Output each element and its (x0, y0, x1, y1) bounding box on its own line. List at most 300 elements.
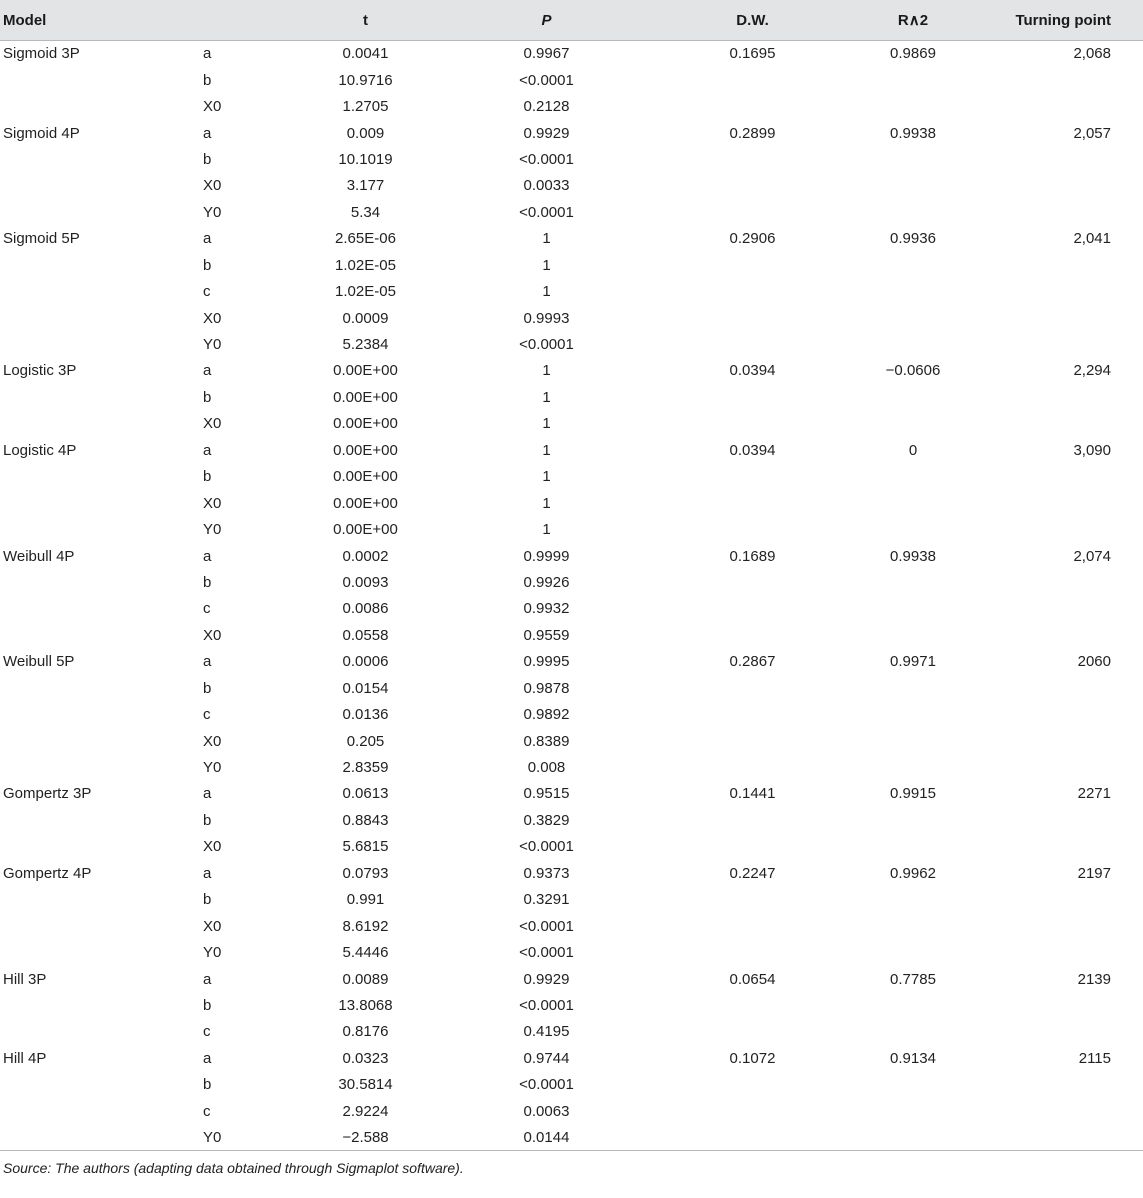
r2-cell (833, 1098, 993, 1124)
p-cell: 0.9967 (523, 45, 570, 63)
table-row (0, 781, 1143, 807)
dw-cell (672, 569, 833, 595)
model-cell (0, 622, 200, 648)
dw-cell: 0.0654 (729, 970, 776, 988)
parameter-cell: X0 (203, 177, 222, 195)
table-row (0, 93, 1143, 119)
turning-point-cell (993, 596, 1143, 622)
model-cell (0, 516, 200, 542)
r2-cell (833, 93, 993, 119)
parameter-cell: b (203, 996, 212, 1014)
p-cell: <0.0001 (519, 838, 574, 856)
t-cell: 0.0323 (342, 1049, 389, 1067)
t-cell: 0.00E+00 (333, 441, 398, 459)
dw-cell: 0.0394 (729, 441, 776, 459)
model-cell: Hill 4P (3, 1049, 47, 1067)
p-cell: 0.2128 (523, 98, 570, 116)
dw-cell (672, 278, 833, 304)
parameter-cell: Y0 (203, 944, 222, 962)
t-cell: 5.4446 (342, 944, 389, 962)
dw-cell (672, 807, 833, 833)
r2-cell: 0.9134 (890, 1049, 936, 1067)
turning-point-cell (993, 173, 1143, 199)
turning-point-cell (993, 1072, 1143, 1098)
dw-cell: 0.1441 (729, 785, 776, 803)
dw-cell (672, 464, 833, 490)
t-cell: 0.0558 (342, 626, 389, 644)
turning-point-cell (993, 93, 1143, 119)
r2-cell (833, 278, 993, 304)
model-cell (0, 596, 200, 622)
p-cell: 0.9744 (523, 1049, 570, 1067)
table-row (0, 146, 1143, 172)
model-cell (0, 992, 200, 1018)
turning-point-cell: 2,074 (1073, 547, 1111, 565)
p-cell: 0.0033 (523, 177, 570, 195)
p-cell: 0.3829 (523, 811, 570, 829)
dw-cell (672, 305, 833, 331)
table-row (0, 199, 1143, 225)
t-cell: 2.9224 (342, 1102, 389, 1120)
table-row (0, 1019, 1143, 1045)
table-row (0, 278, 1143, 304)
t-cell: 5.6815 (342, 838, 389, 856)
model-cell (0, 1072, 200, 1098)
turning-point-cell: 2,068 (1073, 45, 1111, 63)
r2-cell (833, 331, 993, 357)
r2-cell: 0.9915 (890, 785, 936, 803)
p-cell: 1 (542, 441, 551, 459)
t-cell: 3.177 (346, 177, 385, 195)
model-cell (0, 1124, 200, 1150)
t-cell: 0.0086 (342, 600, 389, 618)
table-row (0, 622, 1143, 648)
r2-cell: 0.9869 (890, 45, 936, 63)
model-cell: Gompertz 4P (3, 864, 92, 882)
model-cell (0, 754, 200, 780)
t-cell: 0.00E+00 (333, 521, 398, 539)
t-cell: 0.8843 (342, 811, 389, 829)
turning-point-cell (993, 252, 1143, 278)
parameter-cell: b (203, 1076, 212, 1094)
p-cell: 1 (542, 521, 551, 539)
dw-cell: 0.2247 (729, 864, 776, 882)
table-row (0, 913, 1143, 939)
dw-cell (672, 199, 833, 225)
dw-cell (672, 411, 833, 437)
table-row (0, 437, 1143, 463)
parameter-cell: X0 (203, 494, 222, 512)
model-cell: Weibull 4P (3, 547, 75, 565)
parameter-cell: a (203, 230, 212, 248)
turning-point-cell: 2,041 (1073, 230, 1111, 248)
r2-cell (833, 252, 993, 278)
t-cell: 0.0136 (342, 706, 389, 724)
t-cell: 1.2705 (342, 98, 389, 116)
p-cell: 0.9892 (523, 706, 570, 724)
table-row (0, 1098, 1143, 1124)
t-cell: 0.0009 (342, 309, 389, 327)
table-row (0, 596, 1143, 622)
t-cell: 5.34 (350, 203, 381, 221)
table-row (0, 887, 1143, 913)
parameter-cell: a (203, 362, 212, 380)
model-cell (0, 913, 200, 939)
turning-point-cell (993, 411, 1143, 437)
table-row (0, 543, 1143, 569)
turning-point-cell (993, 490, 1143, 516)
model-cell (0, 834, 200, 860)
r2-cell: 0.9938 (890, 124, 936, 142)
r2-cell: 0.7785 (890, 970, 936, 988)
dw-cell (672, 675, 833, 701)
r2-cell (833, 1019, 993, 1045)
t-cell: 0.00E+00 (333, 468, 398, 486)
t-cell: 0.00E+00 (333, 494, 398, 512)
r2-cell (833, 384, 993, 410)
p-cell: 0.9999 (523, 547, 570, 565)
model-cell (0, 1098, 200, 1124)
p-cell: <0.0001 (519, 1076, 574, 1094)
parameter-cell: b (203, 891, 212, 909)
model-cell (0, 173, 200, 199)
r2-cell (833, 490, 993, 516)
model-cell (0, 1019, 200, 1045)
model-cell (0, 146, 200, 172)
dw-cell (672, 93, 833, 119)
table-body (0, 41, 1143, 1151)
turning-point-cell (993, 305, 1143, 331)
table-row (0, 331, 1143, 357)
r2-cell (833, 807, 993, 833)
table-row (0, 411, 1143, 437)
model-cell: Weibull 5P (3, 653, 75, 671)
parameter-cell: b (203, 811, 212, 829)
turning-point-cell (993, 834, 1143, 860)
r2-cell (833, 887, 993, 913)
r2-cell (833, 199, 993, 225)
p-cell: 0.0063 (523, 1102, 570, 1120)
parameter-cell: X0 (203, 626, 222, 644)
table-row (0, 516, 1143, 542)
p-cell: 0.9929 (523, 970, 570, 988)
table-row (0, 834, 1143, 860)
turning-point-cell (993, 1124, 1143, 1150)
parameter-cell: X0 (203, 98, 222, 116)
p-cell: <0.0001 (519, 944, 574, 962)
dw-cell (672, 67, 833, 93)
parameter-cell: c (203, 283, 211, 301)
r2-cell (833, 834, 993, 860)
turning-point-cell (993, 728, 1143, 754)
p-cell: 0.3291 (523, 891, 570, 909)
p-cell: 0.8389 (523, 732, 570, 750)
dw-cell (672, 939, 833, 965)
t-cell: 0.0006 (342, 653, 389, 671)
r2-cell (833, 596, 993, 622)
dw-cell: 0.0394 (729, 362, 776, 380)
parameter-cell: Y0 (203, 759, 222, 777)
parameter-cell: Y0 (203, 336, 222, 354)
model-cell (0, 278, 200, 304)
t-cell: 1.02E-05 (335, 256, 396, 274)
table-row (0, 305, 1143, 331)
dw-cell (672, 596, 833, 622)
r2-cell: 0.9938 (890, 547, 936, 565)
table-row (0, 860, 1143, 886)
table-row (0, 754, 1143, 780)
turning-point-cell (993, 146, 1143, 172)
dw-cell (672, 331, 833, 357)
table-row (0, 992, 1143, 1018)
t-cell: 0.0041 (342, 45, 389, 63)
header-parameter (200, 0, 310, 41)
model-cell (0, 675, 200, 701)
r2-cell (833, 992, 993, 1018)
table-row (0, 966, 1143, 992)
t-cell: 30.5814 (338, 1076, 393, 1094)
model-cell (0, 464, 200, 490)
turning-point-cell (993, 278, 1143, 304)
p-cell: 0.4195 (523, 1023, 570, 1041)
parameter-cell: b (203, 573, 212, 591)
p-cell: 1 (542, 388, 551, 406)
model-cell: Logistic 4P (3, 441, 77, 459)
t-cell: 0.205 (346, 732, 385, 750)
turning-point-cell: 2,057 (1073, 124, 1111, 142)
p-cell: 1 (542, 283, 551, 301)
turning-point-cell: 2271 (1077, 785, 1111, 803)
model-cell (0, 701, 200, 727)
table-row (0, 358, 1143, 384)
dw-cell (672, 834, 833, 860)
r2-cell: 0.9971 (890, 653, 936, 671)
p-cell: 0.9559 (523, 626, 570, 644)
t-cell: 0.00E+00 (333, 415, 398, 433)
t-cell: 8.6192 (342, 917, 389, 935)
parameter-cell: X0 (203, 838, 222, 856)
dw-cell: 0.1695 (729, 45, 776, 63)
source-note: Source: The authors (adapting data obtained through Sigmaplot software). (3, 1160, 464, 1177)
turning-point-cell (993, 807, 1143, 833)
turning-point-cell (993, 754, 1143, 780)
r2-cell (833, 754, 993, 780)
t-cell: 0.0613 (342, 785, 389, 803)
table-row (0, 939, 1143, 965)
parameter-cell: a (203, 547, 212, 565)
turning-point-cell (993, 701, 1143, 727)
r2-cell (833, 913, 993, 939)
t-cell: 13.8068 (338, 996, 393, 1014)
r2-cell (833, 516, 993, 542)
turning-point-cell: 2060 (1077, 653, 1111, 671)
parameter-cell: b (203, 468, 212, 486)
turning-point-cell (993, 569, 1143, 595)
dw-cell (672, 754, 833, 780)
r2-cell (833, 411, 993, 437)
parameter-cell: a (203, 970, 212, 988)
table-row (0, 173, 1143, 199)
parameter-cell: a (203, 1049, 212, 1067)
table-row (0, 252, 1143, 278)
dw-cell (672, 992, 833, 1018)
turning-point-cell: 3,090 (1073, 441, 1111, 459)
parameter-cell: a (203, 653, 212, 671)
parameter-cell: a (203, 785, 212, 803)
p-cell: 0.9878 (523, 679, 570, 697)
parameter-cell: a (203, 45, 212, 63)
p-cell: 1 (542, 415, 551, 433)
parameter-cell: a (203, 124, 212, 142)
p-cell: 1 (542, 494, 551, 512)
p-cell: 0.9515 (523, 785, 570, 803)
turning-point-cell (993, 913, 1143, 939)
t-cell: 0.00E+00 (333, 388, 398, 406)
r2-cell (833, 728, 993, 754)
turning-point-cell (993, 939, 1143, 965)
r2-cell (833, 622, 993, 648)
dw-cell (672, 173, 833, 199)
dw-cell (672, 1072, 833, 1098)
dw-cell (672, 516, 833, 542)
p-cell: <0.0001 (519, 917, 574, 935)
model-cell (0, 939, 200, 965)
turning-point-cell (993, 887, 1143, 913)
t-cell: 0.991 (346, 891, 385, 909)
header-row (0, 0, 1143, 41)
turning-point-cell (993, 67, 1143, 93)
table-row (0, 120, 1143, 146)
r2-cell: −0.0606 (885, 362, 941, 380)
r2-cell (833, 173, 993, 199)
model-cell (0, 305, 200, 331)
turning-point-cell (993, 992, 1143, 1018)
turning-point-cell (993, 622, 1143, 648)
turning-point-cell (993, 516, 1143, 542)
parameter-cell: b (203, 256, 212, 274)
r2-cell (833, 701, 993, 727)
turning-point-cell (993, 384, 1143, 410)
table-row (0, 649, 1143, 675)
parameter-cell: b (203, 679, 212, 697)
r2-cell (833, 305, 993, 331)
parameter-cell: Y0 (203, 203, 222, 221)
model-cell: Sigmoid 4P (3, 124, 80, 142)
t-cell: 2.8359 (342, 759, 389, 777)
dw-cell (672, 1098, 833, 1124)
parameter-cell: Y0 (200, 1124, 310, 1150)
turning-point-cell (993, 675, 1143, 701)
model-cell (0, 199, 200, 225)
t-cell: 0.0154 (342, 679, 389, 697)
r2-cell (833, 939, 993, 965)
r2-cell (833, 67, 993, 93)
parameter-cell: c (203, 600, 211, 618)
t-cell: 10.1019 (338, 150, 393, 168)
model-cell (0, 728, 200, 754)
model-cell (0, 569, 200, 595)
dw-cell: 0.1689 (729, 547, 776, 565)
parameter-cell: c (203, 706, 211, 724)
t-cell: 2.65E-06 (335, 230, 396, 248)
r2-cell (833, 1072, 993, 1098)
parameter-cell: X0 (203, 309, 222, 327)
model-cell (0, 67, 200, 93)
table-row (0, 41, 1143, 67)
model-cell: Hill 3P (3, 970, 47, 988)
turning-point-cell: 2,294 (1073, 362, 1111, 380)
r2-cell: 0.9962 (890, 864, 936, 882)
p-cell: 1 (542, 256, 551, 274)
model-cell (0, 411, 200, 437)
model-cell (0, 490, 200, 516)
table-row (0, 569, 1143, 595)
parameter-cell: Y0 (203, 521, 222, 539)
parameter-cell: a (203, 864, 212, 882)
turning-point-cell: 2139 (1077, 970, 1111, 988)
p-cell: 0.9932 (523, 600, 570, 618)
dw-cell (672, 1019, 833, 1045)
r2-cell (833, 569, 993, 595)
table-row (0, 67, 1143, 93)
t-cell: 5.2384 (342, 336, 389, 354)
parameter-cell: c (203, 1023, 211, 1041)
dw-cell: 0.1072 (729, 1049, 776, 1067)
dw-cell (672, 701, 833, 727)
table-row (0, 807, 1143, 833)
table-row (0, 384, 1143, 410)
model-cell: Sigmoid 3P (3, 45, 80, 63)
p-cell: 0.008 (527, 759, 566, 777)
model-cell (0, 252, 200, 278)
dw-cell: 0.2899 (729, 124, 776, 142)
dw-cell: 0.2867 (729, 653, 776, 671)
p-cell: 0.9993 (523, 309, 570, 327)
turning-point-cell (993, 331, 1143, 357)
turning-point-cell (993, 199, 1143, 225)
model-cell (0, 384, 200, 410)
parameter-cell: X0 (203, 732, 222, 750)
turning-point-cell (993, 1019, 1143, 1045)
t-cell: 0.0093 (342, 573, 389, 591)
dw-cell (672, 728, 833, 754)
r2-cell (833, 675, 993, 701)
t-cell: 0.0793 (342, 864, 389, 882)
model-cell: Logistic 3P (3, 362, 77, 380)
dw-cell (672, 622, 833, 648)
r2-cell: 0 (908, 441, 918, 459)
table-row (0, 1124, 1143, 1150)
parameter-cell: X0 (203, 415, 222, 433)
table-row (0, 728, 1143, 754)
model-cell: Sigmoid 5P (3, 230, 80, 248)
table-row (0, 226, 1143, 252)
turning-point-cell (993, 464, 1143, 490)
table-row (0, 1072, 1143, 1098)
turning-point-cell: 2115 (1078, 1049, 1111, 1067)
model-cell: Gompertz 3P (3, 785, 92, 803)
p-cell: <0.0001 (519, 996, 574, 1014)
r2-cell (833, 464, 993, 490)
header-p: P (421, 0, 672, 41)
parameter-cell: b (203, 71, 212, 89)
p-cell: 0.9929 (523, 124, 570, 142)
t-cell: 0.0089 (342, 970, 389, 988)
dw-cell (672, 146, 833, 172)
model-cell (0, 887, 200, 913)
p-cell: 0.0144 (421, 1124, 672, 1150)
dw-cell: 0.2906 (729, 230, 776, 248)
